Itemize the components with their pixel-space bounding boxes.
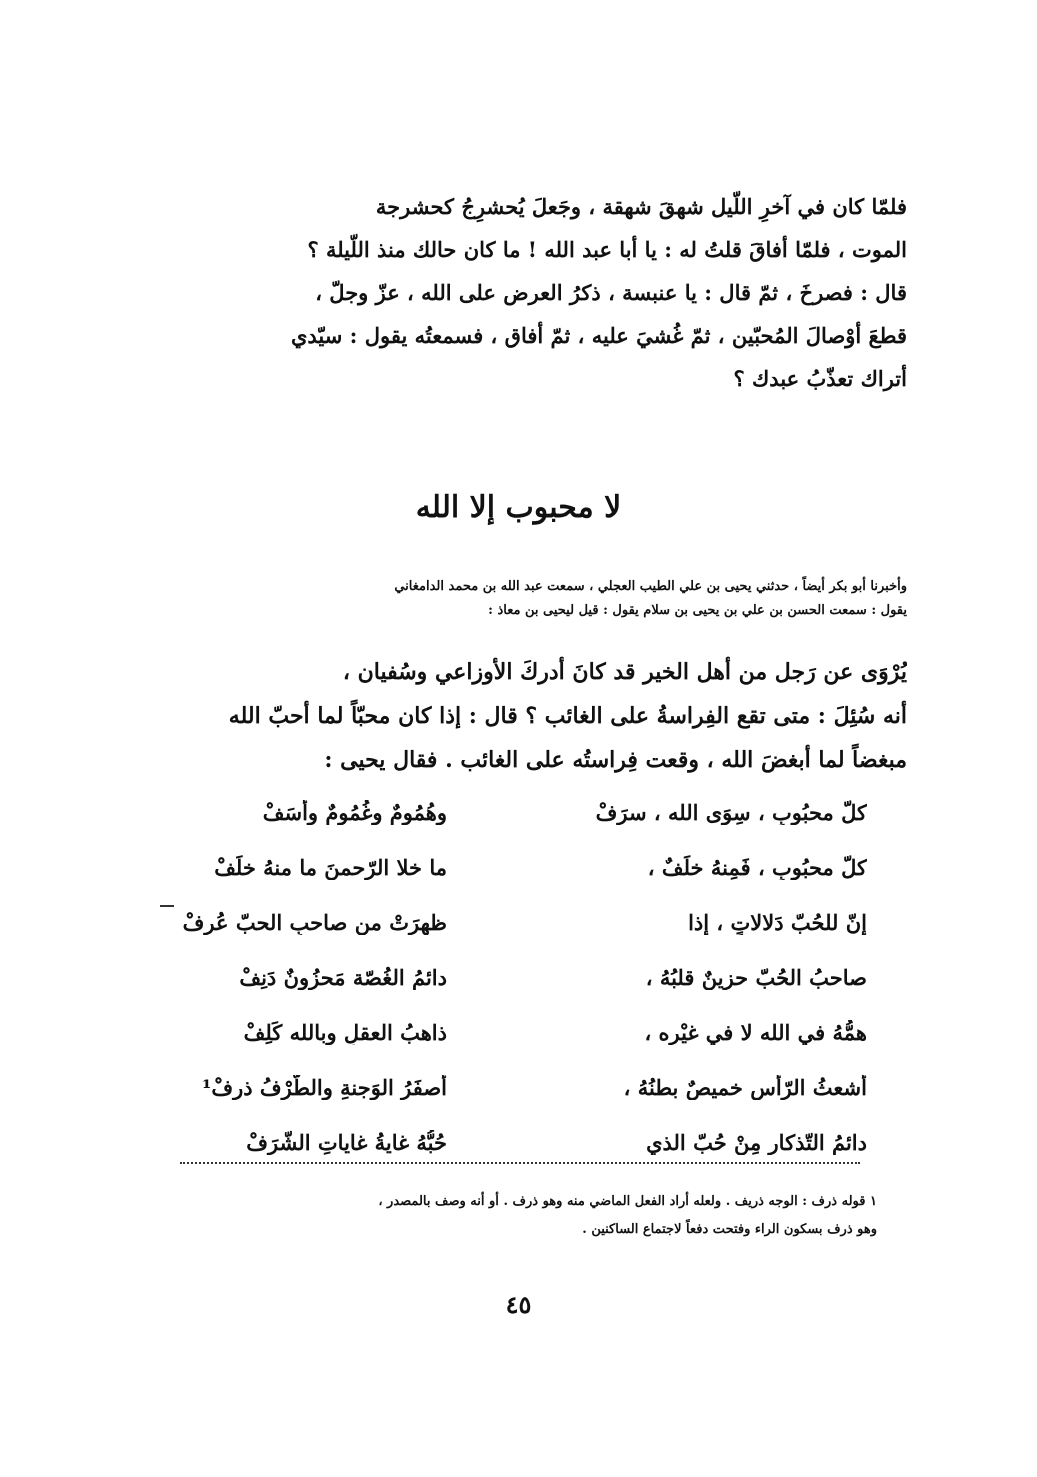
poem-verse bbox=[147, 785, 867, 840]
text-line: فلمّا كان في آخرِ اللّيل شهقَ شهقة ، وجَعلَ يُحشرِجُ كحشرجة bbox=[375, 194, 907, 219]
page-number: ٤٥ bbox=[505, 1290, 532, 1319]
footnote-line: وهو ذرف بسكون الراء وفتحت دفعاً لاجتماع الساكنين . bbox=[582, 1222, 877, 1237]
text-line: قال : فصرخَ ، ثمّ قال : يا عنبسة ، ذكرُ العرض على الله ، عزّ وجلّ ، bbox=[315, 280, 907, 305]
footnote bbox=[177, 1188, 877, 1244]
footnote-divider bbox=[180, 1162, 860, 1164]
isnad-line: يقول : سمعت الحسن بن علي بن يحيى بن سلام يقول : قيل ليحيى بن معاذ : bbox=[488, 603, 907, 618]
poem-verse bbox=[147, 840, 867, 895]
poem-verse bbox=[147, 950, 867, 1005]
intro-paragraph bbox=[127, 185, 907, 400]
poem bbox=[147, 785, 867, 1170]
verse-second-hemistich: ما خلا الرّحمنَ ما منهُ خلَفْ bbox=[214, 855, 447, 880]
text-line: أتراك تعذّبُ عبدك ؟ bbox=[733, 366, 907, 391]
verse-first-hemistich: إنّ للحُبّ دَلالاتٍ ، إذا bbox=[688, 910, 867, 935]
text-line: الموت ، فلمّا أفاقَ قلتُ له : يا أبا عبد الله ! ما كان حالك منذ اللّيلة ؟ bbox=[307, 237, 907, 262]
verse-first-hemistich: دائمُ التّذكارِ مِنْ حُبّ الذي bbox=[646, 1130, 867, 1155]
verse-first-hemistich: أشعثُ الرّأسِ خميصٌ بطنُهُ ، bbox=[623, 1075, 867, 1100]
verse-first-hemistich: صاحبُ الحُبّ حزينٌ قلبُهُ ، bbox=[645, 965, 867, 990]
poem-verse bbox=[147, 1060, 867, 1115]
text-line: مبغضاً لما أبغضَ الله ، وقعت فِراستُه على الغائب . فقال يحيى : bbox=[324, 747, 907, 773]
text-line: يُرْوَى عن رَجل من أهل الخير قد كانَ أدركَ الأوزاعي وسُفيان ، bbox=[342, 659, 907, 685]
narrative-paragraph bbox=[127, 650, 907, 782]
isnad-chain bbox=[127, 575, 907, 623]
isnad-line: وأخبرنا أبو بكر أيضاً ، حدثني يحيى بن علي الطيب العجلي ، سمعت عبد الله بن محمد الدامغاني bbox=[394, 579, 907, 594]
verse-second-hemistich: أصفَرُ الوَجنةِ والطّرْفُ ذرِفْ¹ bbox=[202, 1075, 447, 1100]
poem-verse bbox=[147, 1005, 867, 1060]
verse-first-hemistich: همُّهُ في الله لا في غيْرِه ، bbox=[644, 1020, 867, 1045]
verse-first-hemistich: كلّ محبُوبٍ ، سِوَى الله ، سرَفْ bbox=[595, 800, 867, 825]
text-line: أنه سُئِلَ : متى تقع الفِراسةُ على الغائب ؟ قال : إذا كان محبّاً لما أحبّ الله bbox=[228, 703, 907, 729]
verse-second-hemistich: حُبُّهُ غايةُ غاياتِ الشّرَفْ bbox=[246, 1130, 447, 1155]
margin-mark bbox=[160, 905, 174, 907]
poem-verse bbox=[147, 895, 867, 950]
footnote-line: ١ قوله ذرف : الوجه ذريف . ولعله أراد الفعل الماضي منه وهو ذرف . أو أنه وصف بالمصدر ، bbox=[378, 1194, 877, 1209]
section-title: لا محبوب إلا الله bbox=[415, 490, 622, 525]
verse-second-hemistich: وهُمُومٌ وغُمُومٌ وأسَفْ bbox=[262, 800, 447, 825]
text-line: قطعَ أوْصالَ المُحبّين ، ثمّ غُشيَ عليه ، ثمّ أفاق ، فسمعتُه يقول : سيّدي bbox=[290, 323, 907, 348]
verse-second-hemistich: دائمُ الغُصّة مَحزُونٌ دَنِفْ bbox=[239, 965, 447, 990]
verse-second-hemistich: ذاهبُ العقلِ وبالله كَلِفْ bbox=[243, 1020, 447, 1045]
verse-second-hemistich: ظهرَتْ من صاحبِ الحبّ عُرِفْ bbox=[182, 910, 447, 935]
verse-first-hemistich: كلّ محبُوبٍ ، فَمِنهُ خلَفٌ ، bbox=[647, 855, 867, 880]
